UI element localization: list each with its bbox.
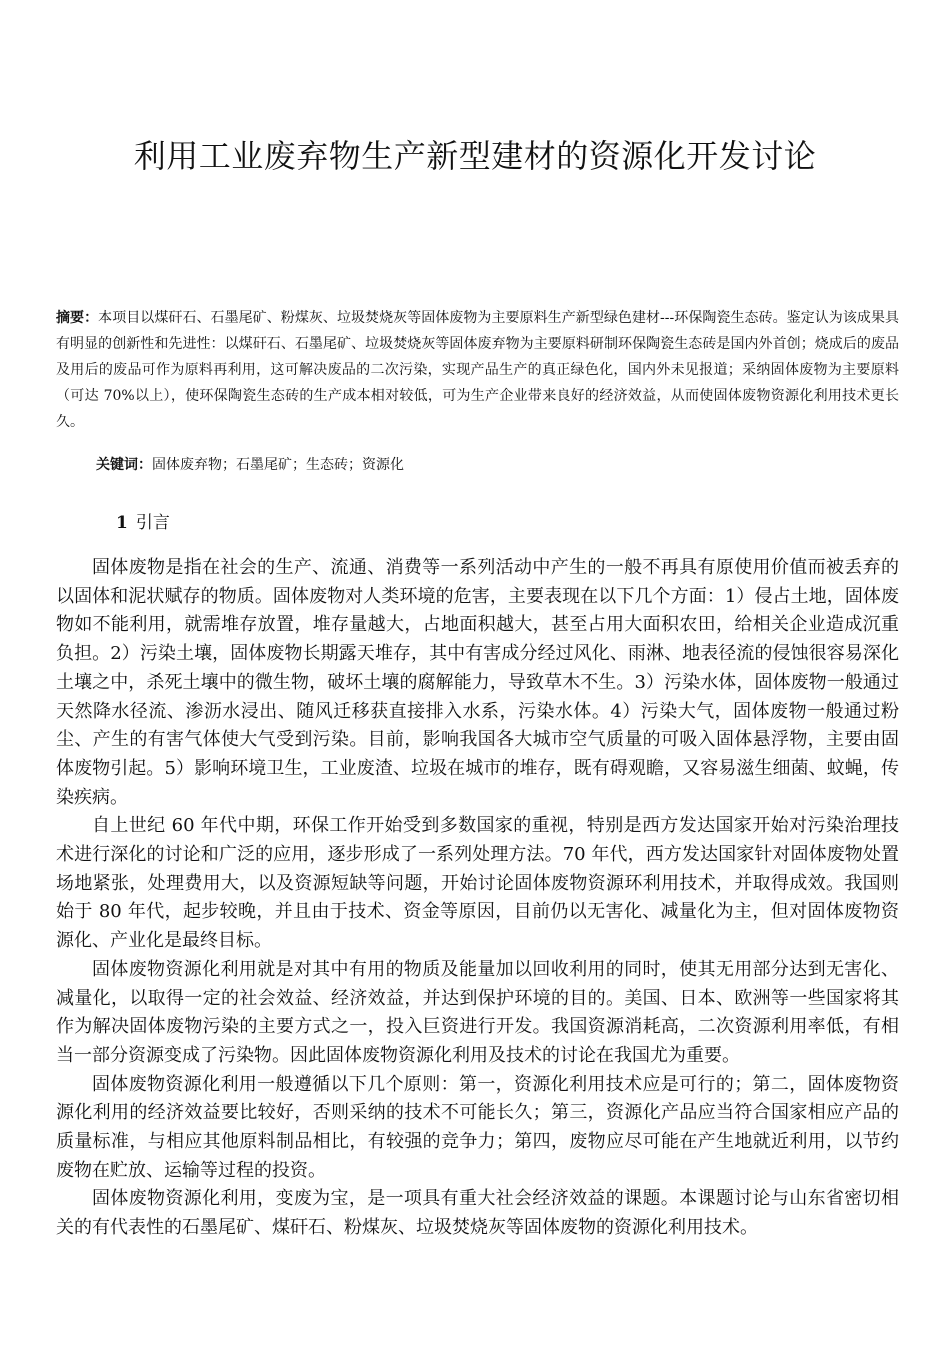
section-heading-introduction [116,511,170,535]
section-number: 1 [116,513,128,533]
paper-title: 利用工业废弃物生产新型建材的资源化开发讨论 [133,137,817,175]
abstract-label: 摘要： [56,310,99,326]
keywords [96,452,896,478]
paragraph: 固体废物资源化利用就是对其中有用的物质及能量加以回收利用的同时，使其无用部分达到无害化、减量化，以取得一定的社会效益、经济效益，并达到保护环境的目的。美国、日本、欧洲等一些国家将其作为解决固体废物污染的主要方式之一，投入巨资进行开发。我国资源消耗高，二次资源利用率低，有相当一部分资源变成了污染物。因此固体废物资源化利用及技术的讨论在我国尤为重要。 [56,958,899,1066]
paragraph: 固体废物资源化利用一般遵循以下几个原则：第一，资源化利用技术应是可行的；第二，固体废物资源化利用的经济效益要比较好，否则采纳的技术不可能长久；第三，资源化产品应当符合国家相应产品的质量标准，与相应其他原料制品相比，有较强的竞争力；第四，废物应尽可能在产生地就近利用，以节约废物在贮放、运输等过程的投资。 [56,1073,899,1181]
section-body [56,554,899,1243]
keywords-label: 关键词： [96,457,152,473]
section-title: 引言 [135,513,170,533]
keywords-text: 固体废弃物；石墨尾矿；生态砖；资源化 [152,457,404,473]
abstract [56,305,899,435]
paragraph: 自上世纪 60 年代中期，环保工作开始受到多数国家的重视，特别是西方发达国家开始对污染治理技术进行深化的讨论和广泛的应用，逐步形成了一系列处理方法。70 年代，西方发达国家针对固体废物处置场地紧张，处理费用大，以及资源短缺等问题，开始讨论固体废物资源环利用技术，并取得成效。我国则始于 80 年代，起步较晚，并且由于技术、资金等原因，目前仍以无害化、减量化为主，但对固体废物资源化、产业化是最终目标。 [56,815,899,952]
paragraph: 固体废物是指在社会的生产、流通、消费等一系列活动中产生的一般不再具有原使用价值而被丢弃的以固体和泥状赋存的物质。固体废物对人类环境的危害，主要表现在以下几个方面：1）侵占土地，固体废物如不能利用，就需堆存放置，堆存量越大，占地面积越大，甚至占用大面积农田，给相关企业造成沉重负担。2）污染土壤，固体废物长期露天堆存，其中有害成分经过风化、雨淋、地表径流的侵蚀很容易深化土壤之中，杀死土壤中的微生物，破坏土壤的腐解能力，导致草木不生。3）污染水体，固体废物一般通过天然降水径流、渗沥水浸出、随风迁移获直接排入水系，污染水体。4）污染大气，固体废物一般通过粉尘、产生的有害气体使大气受到污染。目前，影响我国各大城市空气质量的可吸入固体悬浮物，主要由固体废物引起。5）影响环境卫生，工业废渣、垃圾在城市的堆存，既有碍观瞻，又容易滋生细菌、蚊蝇，传染疾病。 [56,557,899,808]
paragraph: 固体废物资源化利用，变废为宝，是一项具有重大社会经济效益的课题。本课题讨论与山东省密切相关的有代表性的石墨尾矿、煤矸石、粉煤灰、垃圾焚烧灰等固体废物的资源化利用技术。 [56,1188,899,1239]
abstract-text: 本项目以煤矸石、石墨尾矿、粉煤灰、垃圾焚烧灰等固体废物为主要原料生产新型绿色建材---环保陶瓷生态砖。鉴定认为该成果具有明显的创新性和先进性：以煤矸石、石墨尾矿、垃圾焚烧灰等固体废弃物为主要原料研制环保陶瓷生态砖是国内外首创；烧成后的废品及用后的废品可作为原料再利用，这可解决废品的二次污染，实现产品生产的真正绿色化，国内外未见报道；采纳固体废物为主要原料（可达 70%以上），使环保陶瓷生态砖的生产成本相对较低，可为生产企业带来良好的经济效益，从而使固体废物资源化利用技术更长久。 [56,310,899,430]
